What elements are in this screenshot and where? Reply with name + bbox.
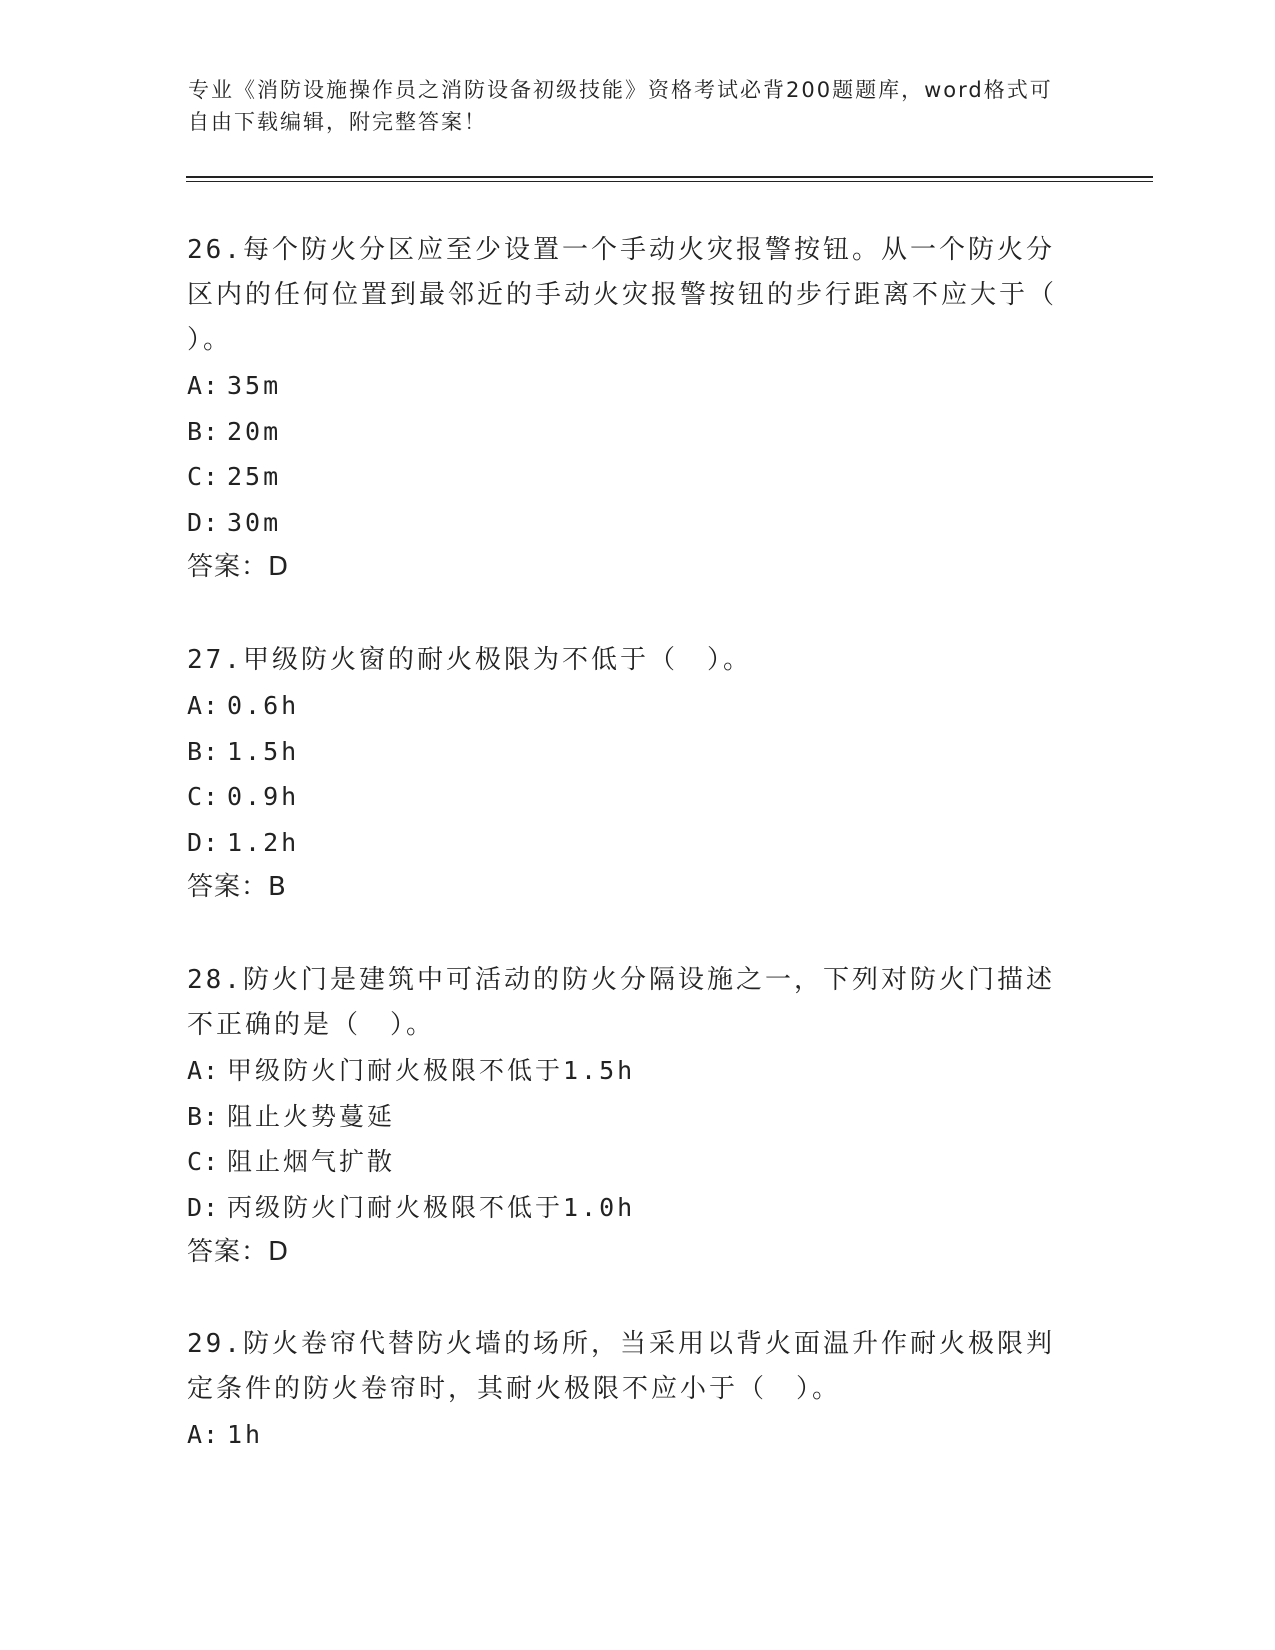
option-text: 阻止烟气扩散 bbox=[227, 1147, 396, 1176]
option-letter: D: bbox=[187, 827, 220, 857]
option-text: 35m bbox=[227, 371, 282, 400]
option-text: 阻止火势蔓延 bbox=[227, 1101, 396, 1131]
question-28 bbox=[187, 958, 1077, 1275]
option-a bbox=[187, 1048, 1077, 1094]
option-b bbox=[187, 729, 1077, 775]
option-letter: B: bbox=[187, 736, 220, 766]
option-letter: A: bbox=[187, 691, 220, 720]
option-letter: D: bbox=[187, 507, 220, 537]
header-text: 专业《消防设施操作员之消防设备初级技能》资格考试必背200题题库，word格式可自由下载编辑，附完整答案！ bbox=[188, 78, 1053, 134]
option-text: 1h bbox=[227, 1420, 264, 1449]
option-letter: D: bbox=[187, 1192, 220, 1222]
option-letter: C: bbox=[187, 1147, 220, 1176]
option-text: 0.6h bbox=[227, 691, 300, 720]
option-c bbox=[187, 1139, 1077, 1185]
option-b bbox=[187, 1094, 1077, 1140]
option-letter: C: bbox=[187, 782, 220, 811]
option-letter: A: bbox=[187, 1056, 220, 1085]
option-b bbox=[187, 409, 1077, 455]
option-a bbox=[187, 1412, 1077, 1458]
page-header bbox=[188, 74, 1068, 138]
option-text: 30m bbox=[227, 507, 282, 537]
header-rule-thin bbox=[186, 181, 1153, 182]
option-a bbox=[187, 683, 1077, 729]
option-text: 0.9h bbox=[227, 782, 300, 811]
question-stem: 27.甲级防火窗的耐火极限为不低于（ ）。 bbox=[187, 645, 752, 675]
option-text: 1.2h bbox=[227, 827, 300, 857]
option-letter: B: bbox=[187, 1101, 220, 1131]
answer: 答案：D bbox=[187, 1237, 290, 1267]
answer: 答案：D bbox=[187, 552, 290, 582]
option-letter: B: bbox=[187, 416, 220, 446]
question-26 bbox=[187, 228, 1077, 590]
option-d bbox=[187, 820, 1077, 866]
option-text: 1.5h bbox=[227, 736, 300, 766]
question-stem: 28.防火门是建筑中可活动的防火分隔设施之一，下列对防火门描述不正确的是（ ）。 bbox=[187, 965, 1055, 1040]
option-text: 25m bbox=[227, 462, 282, 491]
answer: 答案：B bbox=[187, 872, 287, 902]
option-text: 20m bbox=[227, 416, 282, 446]
question-stem: 26.每个防火分区应至少设置一个手动火灾报警按钮。从一个防火分区内的任何位置到最邻近的手动火灾报警按钮的步行距离不应大于（ ）。 bbox=[187, 235, 1058, 355]
option-c bbox=[187, 454, 1077, 500]
option-d bbox=[187, 500, 1077, 546]
option-c bbox=[187, 774, 1077, 820]
question-stem: 29.防火卷帘代替防火墙的场所，当采用以背火面温升作耐火极限判定条件的防火卷帘时，其耐火极限不应小于（ ）。 bbox=[187, 1329, 1055, 1404]
option-a bbox=[187, 363, 1077, 409]
option-d bbox=[187, 1185, 1077, 1231]
option-text: 丙级防火门耐火极限不低于1.0h bbox=[227, 1192, 636, 1222]
option-text: 甲级防火门耐火极限不低于1.5h bbox=[227, 1056, 636, 1085]
question-29 bbox=[187, 1322, 1077, 1458]
option-letter: A: bbox=[187, 371, 220, 400]
header-rule-thick bbox=[186, 176, 1153, 178]
option-letter: A: bbox=[187, 1420, 220, 1449]
option-letter: C: bbox=[187, 462, 220, 491]
question-27 bbox=[187, 638, 1077, 910]
